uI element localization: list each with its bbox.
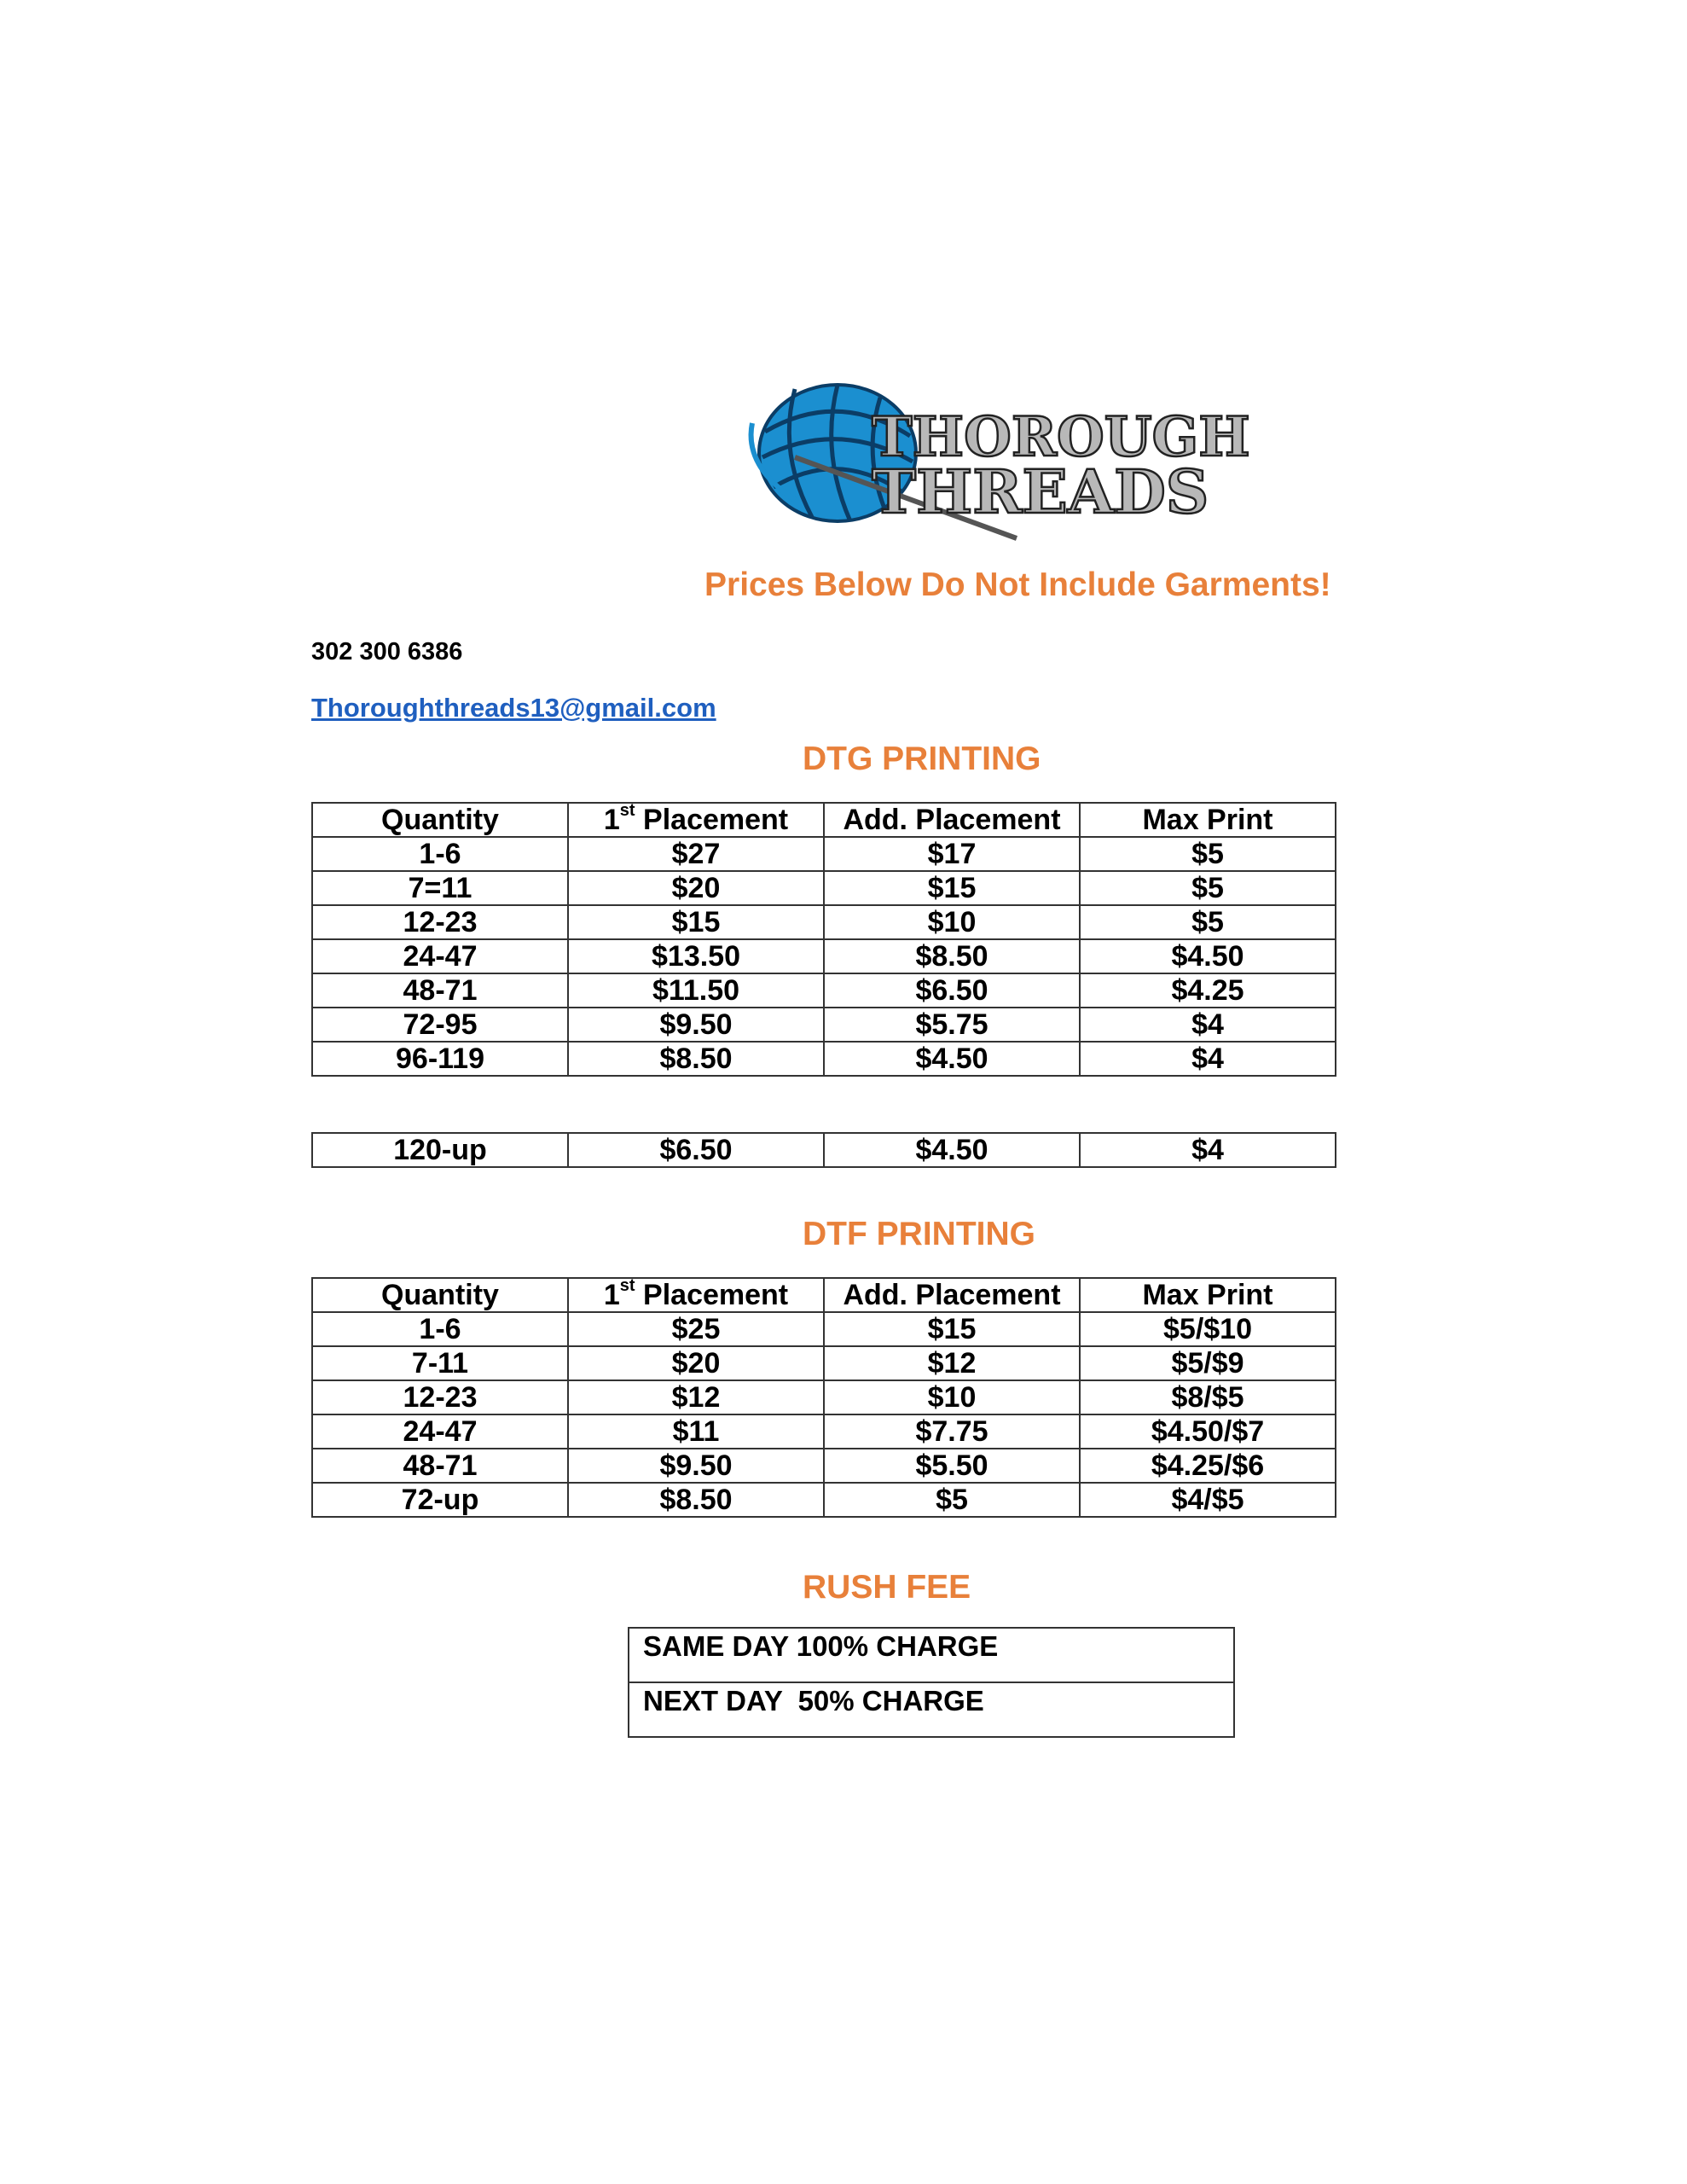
first-rest: Placement <box>635 804 789 836</box>
cell-first: $11 <box>568 1414 824 1449</box>
table-row <box>312 1346 1336 1380</box>
first-sup: st <box>619 1275 635 1295</box>
table-row <box>312 1483 1336 1517</box>
cell-quantity: 48-71 <box>312 1449 568 1483</box>
col-first-placement <box>568 1275 824 1312</box>
phone-number: 302 300 6386 <box>311 638 463 665</box>
cell-quantity: 12-23 <box>312 905 568 939</box>
rush-next-day: NEXT DAY 50% CHARGE <box>629 1682 1234 1737</box>
cell-max: $4 <box>1080 1133 1336 1167</box>
rush-same-day: SAME DAY 100% CHARGE <box>629 1628 1234 1682</box>
table-row <box>312 837 1336 871</box>
cell-add: $5 <box>824 1483 1080 1517</box>
table-row <box>312 973 1336 1008</box>
cell-max: $5/$10 <box>1080 1312 1336 1346</box>
cell-quantity: 120-up <box>312 1133 568 1167</box>
cell-max: $5 <box>1080 871 1336 905</box>
cell-first: $20 <box>568 1346 824 1380</box>
table-row <box>312 1042 1336 1076</box>
table-row <box>312 1414 1336 1449</box>
cell-max: $4.50/$7 <box>1080 1414 1336 1449</box>
col-add-placement: Add. Placement <box>824 803 1080 837</box>
cell-first: $15 <box>568 905 824 939</box>
cell-first: $27 <box>568 837 824 871</box>
cell-first: $6.50 <box>568 1133 824 1167</box>
cell-add: $5.50 <box>824 1449 1080 1483</box>
cell-add: $10 <box>824 905 1080 939</box>
table-header-row <box>312 803 1336 837</box>
email-link[interactable]: Thoroughthreads13@gmail.com <box>311 693 716 723</box>
cell-max: $4/$5 <box>1080 1483 1336 1517</box>
svg-text:THOROUGH: THOROUGH <box>872 405 1250 469</box>
cell-max: $4.25 <box>1080 973 1336 1008</box>
cell-max: $4 <box>1080 1042 1336 1076</box>
col-quantity: Quantity <box>312 1278 568 1312</box>
first-sup: st <box>619 800 635 820</box>
cell-quantity: 72-95 <box>312 1008 568 1042</box>
cell-quantity: 12-23 <box>312 1380 568 1414</box>
table-row <box>629 1628 1234 1682</box>
cell-max: $4 <box>1080 1008 1336 1042</box>
cell-max: $4.50 <box>1080 939 1336 973</box>
dtf-price-table <box>311 1277 1336 1518</box>
cell-first: $9.50 <box>568 1008 824 1042</box>
col-quantity: Quantity <box>312 803 568 837</box>
table-row <box>312 1008 1336 1042</box>
cell-max: $4.25/$6 <box>1080 1449 1336 1483</box>
table-row <box>312 1380 1336 1414</box>
cell-first: $9.50 <box>568 1449 824 1483</box>
cell-add: $8.50 <box>824 939 1080 973</box>
cell-first: $13.50 <box>568 939 824 973</box>
table-row <box>312 1449 1336 1483</box>
cell-max: $5 <box>1080 837 1336 871</box>
dtg-extra-table <box>311 1132 1336 1168</box>
cell-quantity: 72-up <box>312 1483 568 1517</box>
cell-quantity: 1-6 <box>312 837 568 871</box>
cell-add: $10 <box>824 1380 1080 1414</box>
table-row <box>629 1682 1234 1737</box>
col-max-print: Max Print <box>1080 1278 1336 1312</box>
first-num: 1 <box>603 1279 620 1311</box>
dtg-title: DTG PRINTING <box>803 741 1041 777</box>
cell-add: $12 <box>824 1346 1080 1380</box>
thorough-threads-logo <box>744 372 1250 551</box>
cell-first: $8.50 <box>568 1042 824 1076</box>
cell-first: $20 <box>568 871 824 905</box>
cell-add: $6.50 <box>824 973 1080 1008</box>
table-row <box>312 905 1336 939</box>
cell-quantity: 24-47 <box>312 1414 568 1449</box>
cell-add: $4.50 <box>824 1133 1080 1167</box>
rush-fee-title: RUSH FEE <box>803 1569 971 1606</box>
table-row <box>312 1133 1336 1167</box>
cell-first: $8.50 <box>568 1483 824 1517</box>
col-add-placement: Add. Placement <box>824 1278 1080 1312</box>
cell-quantity: 7=11 <box>312 871 568 905</box>
svg-text:THREADS: THREADS <box>872 456 1209 527</box>
cell-quantity: 96-119 <box>312 1042 568 1076</box>
first-rest: Placement <box>635 1279 789 1311</box>
col-max-print: Max Print <box>1080 803 1336 837</box>
cell-add: $17 <box>824 837 1080 871</box>
rush-fee-table <box>628 1627 1235 1738</box>
col-first-placement <box>568 800 824 837</box>
cell-first: $12 <box>568 1380 824 1414</box>
cell-max: $8/$5 <box>1080 1380 1336 1414</box>
cell-max: $5/$9 <box>1080 1346 1336 1380</box>
dtg-price-table <box>311 802 1336 1077</box>
dtf-title: DTF PRINTING <box>803 1216 1035 1252</box>
cell-quantity: 7-11 <box>312 1346 568 1380</box>
cell-add: $15 <box>824 1312 1080 1346</box>
table-row <box>312 1312 1336 1346</box>
cell-quantity: 1-6 <box>312 1312 568 1346</box>
table-row <box>312 871 1336 905</box>
cell-max: $5 <box>1080 905 1336 939</box>
first-num: 1 <box>603 804 620 836</box>
cell-add: $5.75 <box>824 1008 1080 1042</box>
cell-add: $7.75 <box>824 1414 1080 1449</box>
cell-first: $25 <box>568 1312 824 1346</box>
cell-quantity: 24-47 <box>312 939 568 973</box>
cell-add: $15 <box>824 871 1080 905</box>
cell-add: $4.50 <box>824 1042 1080 1076</box>
table-header-row <box>312 1278 1336 1312</box>
cell-first: $11.50 <box>568 973 824 1008</box>
garments-notice: Prices Below Do Not Include Garments! <box>704 566 1331 603</box>
cell-quantity: 48-71 <box>312 973 568 1008</box>
table-row <box>312 939 1336 973</box>
